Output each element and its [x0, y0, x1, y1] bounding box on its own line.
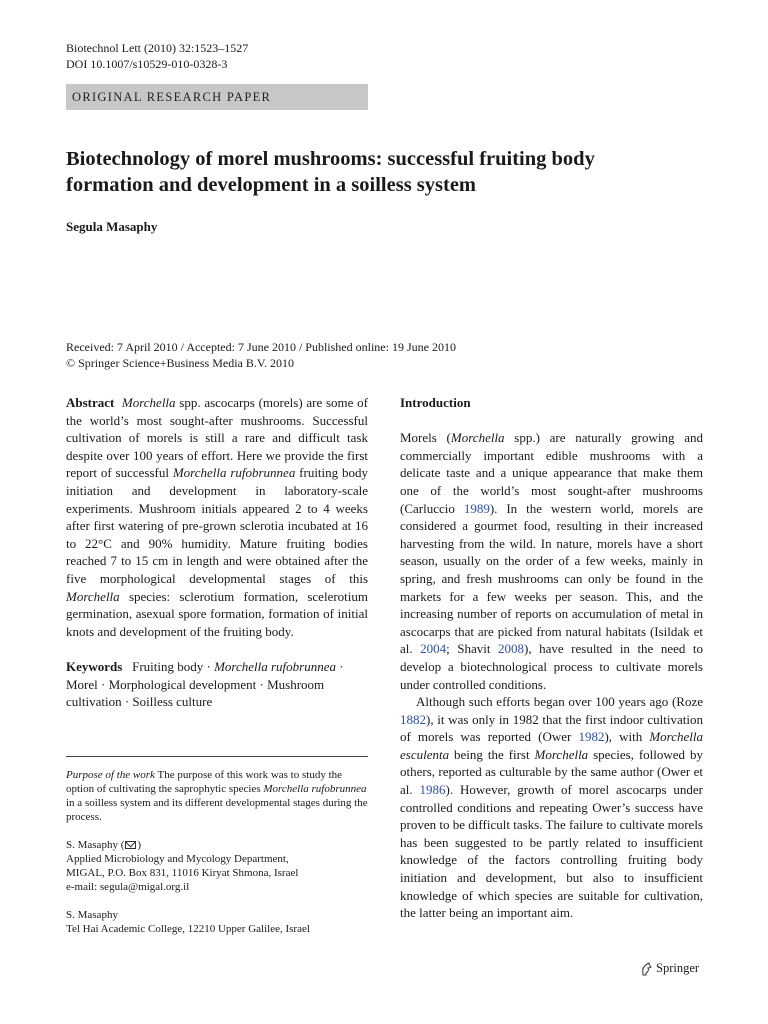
paper-title [66, 146, 706, 198]
text-span: spp.) are naturally growing and commercially important edible mushrooms with a delicate taste and a unique appearance that make them one of the world’s most sought-after mushrooms (Carluccio [400, 430, 703, 516]
corresponding-author [66, 838, 368, 852]
abstract-label: Abstract [66, 395, 115, 410]
title-line-1: Biotechnology of morel mushrooms: successful fruiting body [66, 148, 595, 170]
abstract-text-3: species: sclerotium formation, scelerotium germination, asexual spore formation, formation of initial knots and development of the fruiting body. [66, 588, 368, 639]
text-span: ), it was only in 1982 that the first indoor cultivation of morels was reported (Ower [400, 711, 703, 745]
copyright-line: © Springer Science+Business Media B.V. 2010 [66, 355, 294, 370]
purpose-label: Purpose of the work [66, 769, 155, 781]
abstract-text: spp. ascocarps (morels) are some of the world’s most sought-after mushrooms. Successful cultivation of morels is still a rare and difficult task despite over 100 years of effort. Here we provide the first report of successful [66, 395, 369, 481]
keywords [66, 658, 368, 711]
intro-paragraph-1 [400, 429, 703, 693]
keywords-species: Morchella rufobrunnea [214, 658, 336, 674]
author-name: Segula Masaphy [66, 219, 158, 234]
abstract-text-2: fruiting body initiation and development in laboratory-scale experiments. Mushroom initials appeared 2 to 4 weeks after first watering of pre-grown sclerotia incubated at 16 to 22°C and 90% humidity. Mature fruiting bodies reached 7 to 15 cm in length and were obtained after the five morphological developmental stages of this [66, 465, 368, 586]
intro-paragraph-2 [400, 693, 703, 922]
purpose-of-work [66, 768, 368, 824]
address-2: Tel Hai Academic College, 12210 Upper Galilee, Israel [66, 923, 310, 935]
text-span: ), with [604, 729, 650, 745]
text-span: Although such efforts began over 100 years ago (Roze [416, 694, 703, 710]
abstract-species: Morchella rufobrunnea [172, 465, 296, 481]
purpose-text-2: in a soilless system and its different developmental stages during the process. [66, 797, 368, 823]
author-name-2: S. Masaphy [66, 909, 118, 921]
dates-line: Received: 7 April 2010 / Accepted: 7 June 2010 / Published online: 19 June 2010 [66, 340, 456, 354]
text-span: ). However, growth of morel ascocarps under controlled conditions and repeating Ower’s success have proven to be difficult tasks. The failure to cultivate morels has been suggested to be partly related to insufficient knowledge of the factors controlling fruiting body initiation and development, but also to insufficient knowledge of which species are suitable for cultivation, the latter being an important aim. [400, 782, 704, 921]
purpose-species: Morchella rufobrunnea [263, 783, 367, 795]
email[interactable]: e-mail: segula@migal.org.il [66, 881, 190, 893]
abstract-genus: Morchella [121, 395, 176, 410]
genus-name: Morchella [450, 430, 505, 446]
publication-dates [66, 340, 456, 371]
text-span: ). In the western world, morels are considered a gourmet food, resulting in their increased harvesting from the wild. In nature, morels have a short season, usually on the order of a few weeks, mainly in spring, and fresh mushrooms can only be found in the markets for a few weeks per season. This, and the increasing number of reports on accumulation of metal in ascocarps that are picked from natural habitats (Isildak et al. [400, 500, 703, 657]
genus-name: Morchella [534, 746, 589, 762]
citation-link[interactable]: 2004 [420, 641, 447, 657]
species-name: Morchella esculenta [400, 729, 703, 762]
citation-link[interactable]: 1986 [419, 782, 446, 798]
keywords-text: Fruiting body · [132, 658, 215, 674]
citation-link[interactable]: 1882 [400, 711, 426, 727]
article-type-banner: ORIGINAL RESEARCH PAPER [66, 84, 368, 110]
springer-horse-icon [640, 962, 653, 976]
purpose-text: The purpose of this work was to study the option of cultivating the saprophytic species [66, 769, 343, 795]
envelope-icon [125, 841, 136, 849]
keywords-label: Keywords [66, 658, 123, 674]
text-span: ), have resulted in the need to develop a biotechnological process to cultivate morels under controlled conditions. [400, 641, 703, 692]
citation-link[interactable]: 2008 [498, 641, 525, 657]
citation-link[interactable]: 1982 [578, 729, 605, 745]
footnote-divider [66, 756, 368, 757]
affiliation-2 [66, 908, 368, 936]
section-heading-introduction: Introduction [400, 395, 471, 410]
department: Applied Microbiology and Mycology Department, [66, 853, 289, 865]
journal-citation: Biotechnol Lett (2010) 32:1523–1527 [66, 41, 249, 55]
doi-line: DOI 10.1007/s10529-010-0328-3 [66, 56, 228, 71]
right-column [400, 394, 703, 922]
title-line-2: formation and development in a soilless system [66, 174, 476, 196]
text-span: species, followed by others, reported as culturable by the same author (Ower et al. [400, 746, 703, 798]
text-span: being the first [449, 746, 535, 762]
affiliation-1 [66, 838, 368, 894]
paren-close: ) [137, 839, 142, 851]
author-name-short: S. Masaphy ( [66, 839, 125, 851]
citation-link[interactable]: 1989 [463, 500, 490, 516]
citation-block [66, 41, 248, 72]
text-span: Morels ( [400, 430, 451, 446]
keywords-text-2: · Morel · Morphological development · Mushroom cultivation · Soilless culture [66, 658, 344, 710]
abstract-genus-2: Morchella [66, 588, 120, 604]
publisher-logo [640, 961, 699, 976]
left-column [66, 394, 368, 711]
publisher-name: Springer [656, 961, 700, 975]
address: MIGAL, P.O. Box 831, 11016 Kiryat Shmona, Israel [66, 867, 299, 879]
text-span: ; Shavit [446, 641, 499, 657]
abstract [66, 394, 368, 640]
